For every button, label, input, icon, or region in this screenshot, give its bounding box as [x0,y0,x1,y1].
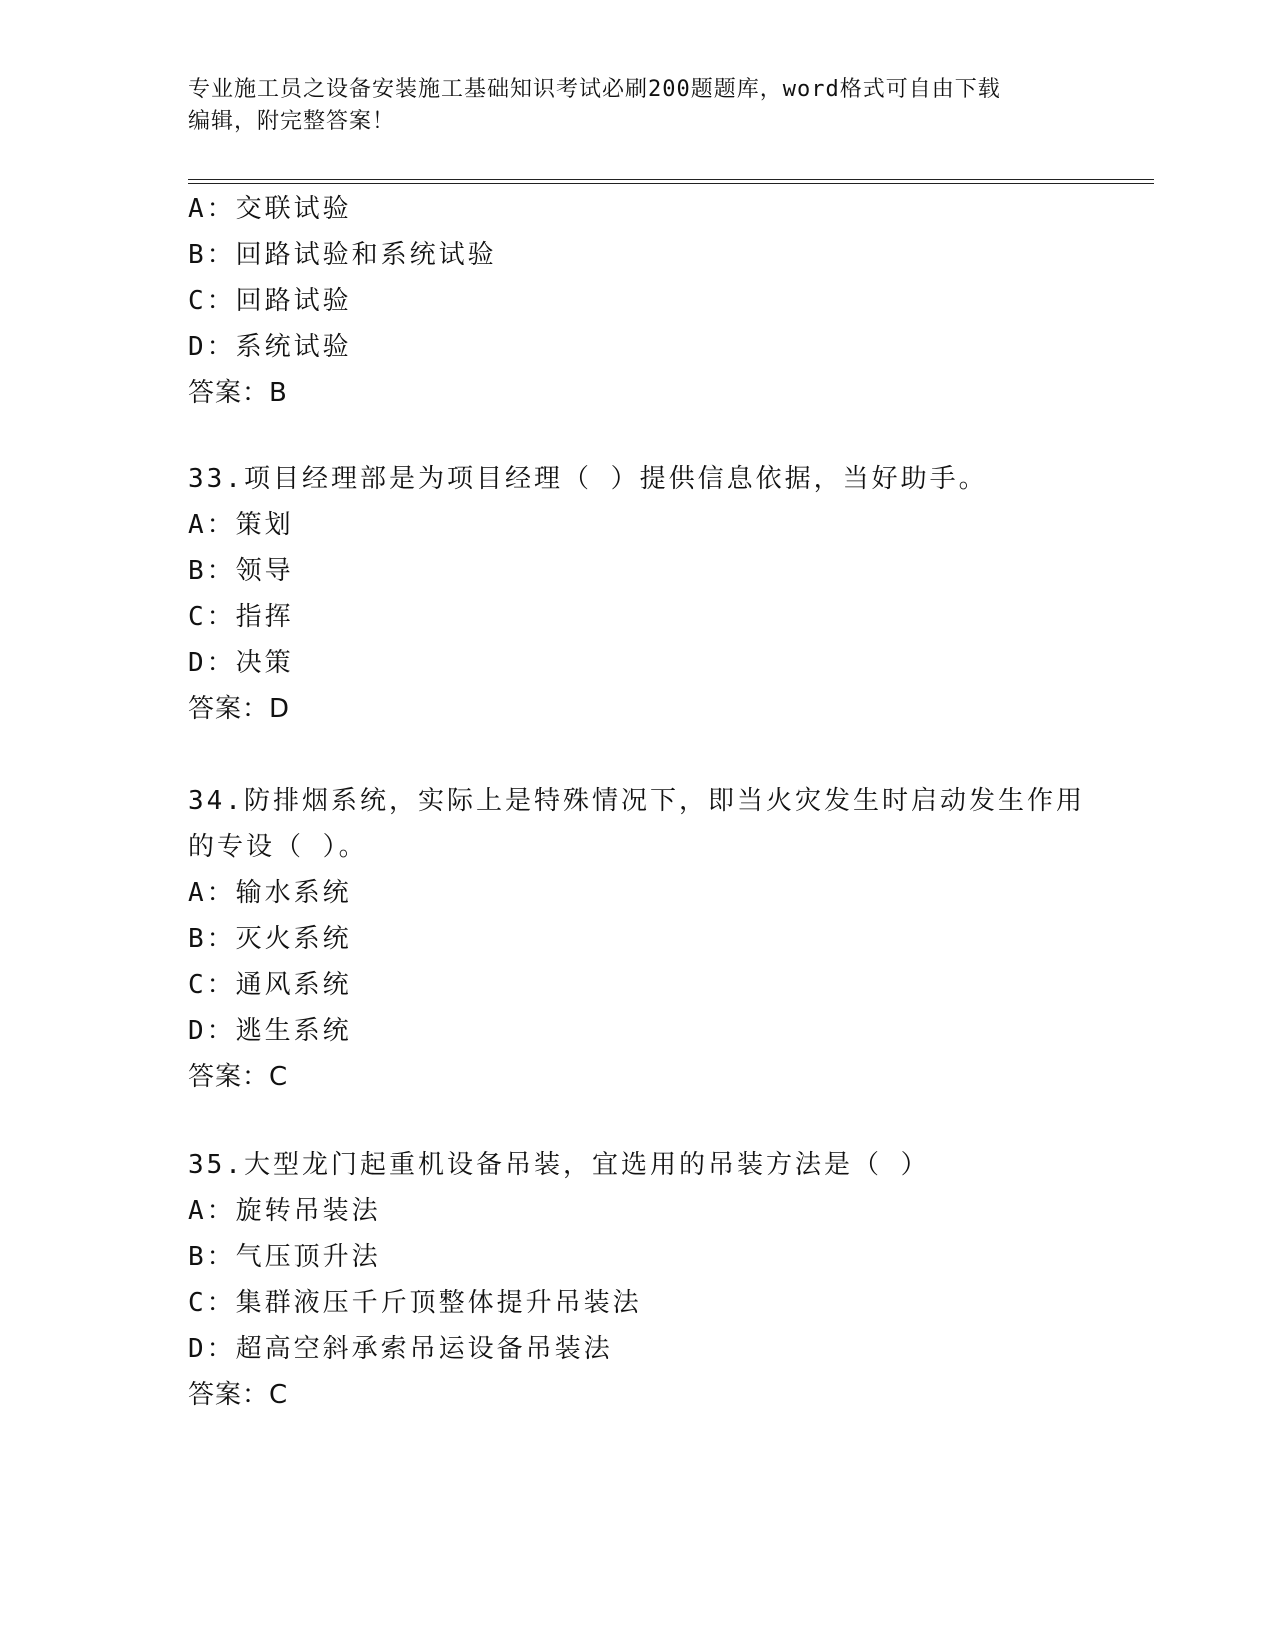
q35-question: 35.大型龙门起重机设备吊装，宜选用的吊装方法是（ ） [188,1150,930,1180]
q32-option-d: D：系统试验 [188,332,352,362]
q33-option-d: D：决策 [188,648,294,678]
q33-answer: 答案：D [188,694,291,724]
header-title-line-1: 专业施工员之设备安装施工基础知识考试必刷200题题库，word格式可自由下载 [188,77,1001,102]
q33-question: 33.项目经理部是为项目经理（ ）提供信息依据，当好助手。 [188,464,988,494]
header-title-line-2: 编辑，附完整答案！ [188,109,396,134]
q33-option-a: A：策划 [188,510,294,540]
q35-option-a: A：旋转吊装法 [188,1196,381,1226]
question-32-block [188,186,1088,416]
q34-option-a: A：输水系统 [188,878,352,908]
header-divider-bottom [188,183,1154,184]
q34-question-line-1: 34.防排烟系统，实际上是特殊情况下，即当火灾发生时启动发生作用 [188,786,1085,816]
q34-question-line-2: 的专设（ ）。 [188,832,368,862]
q35-option-b: B：气压顶升法 [188,1242,381,1272]
q33-option-b: B：领导 [188,556,294,586]
q32-answer: 答案：B [188,378,288,408]
q35-answer: 答案：C [188,1380,289,1410]
question-33-block [188,456,1088,732]
q34-option-b: B：灭火系统 [188,924,352,954]
q32-option-c: C：回路试验 [188,286,352,316]
q32-option-a: A：交联试验 [188,194,352,224]
q35-option-c: C：集群液压千斤顶整体提升吊装法 [188,1288,642,1318]
question-35-block [188,1142,1088,1418]
q35-option-d: D：超高空斜承索吊运设备吊装法 [188,1334,613,1364]
question-34-block [188,778,1088,1100]
q32-option-b: B：回路试验和系统试验 [188,240,497,270]
q34-option-d: D：逃生系统 [188,1016,352,1046]
document-header [188,74,1068,138]
q33-option-c: C：指挥 [188,602,294,632]
q34-option-c: C：通风系统 [188,970,352,1000]
header-divider-top [188,179,1154,180]
q34-answer: 答案：C [188,1062,289,1092]
